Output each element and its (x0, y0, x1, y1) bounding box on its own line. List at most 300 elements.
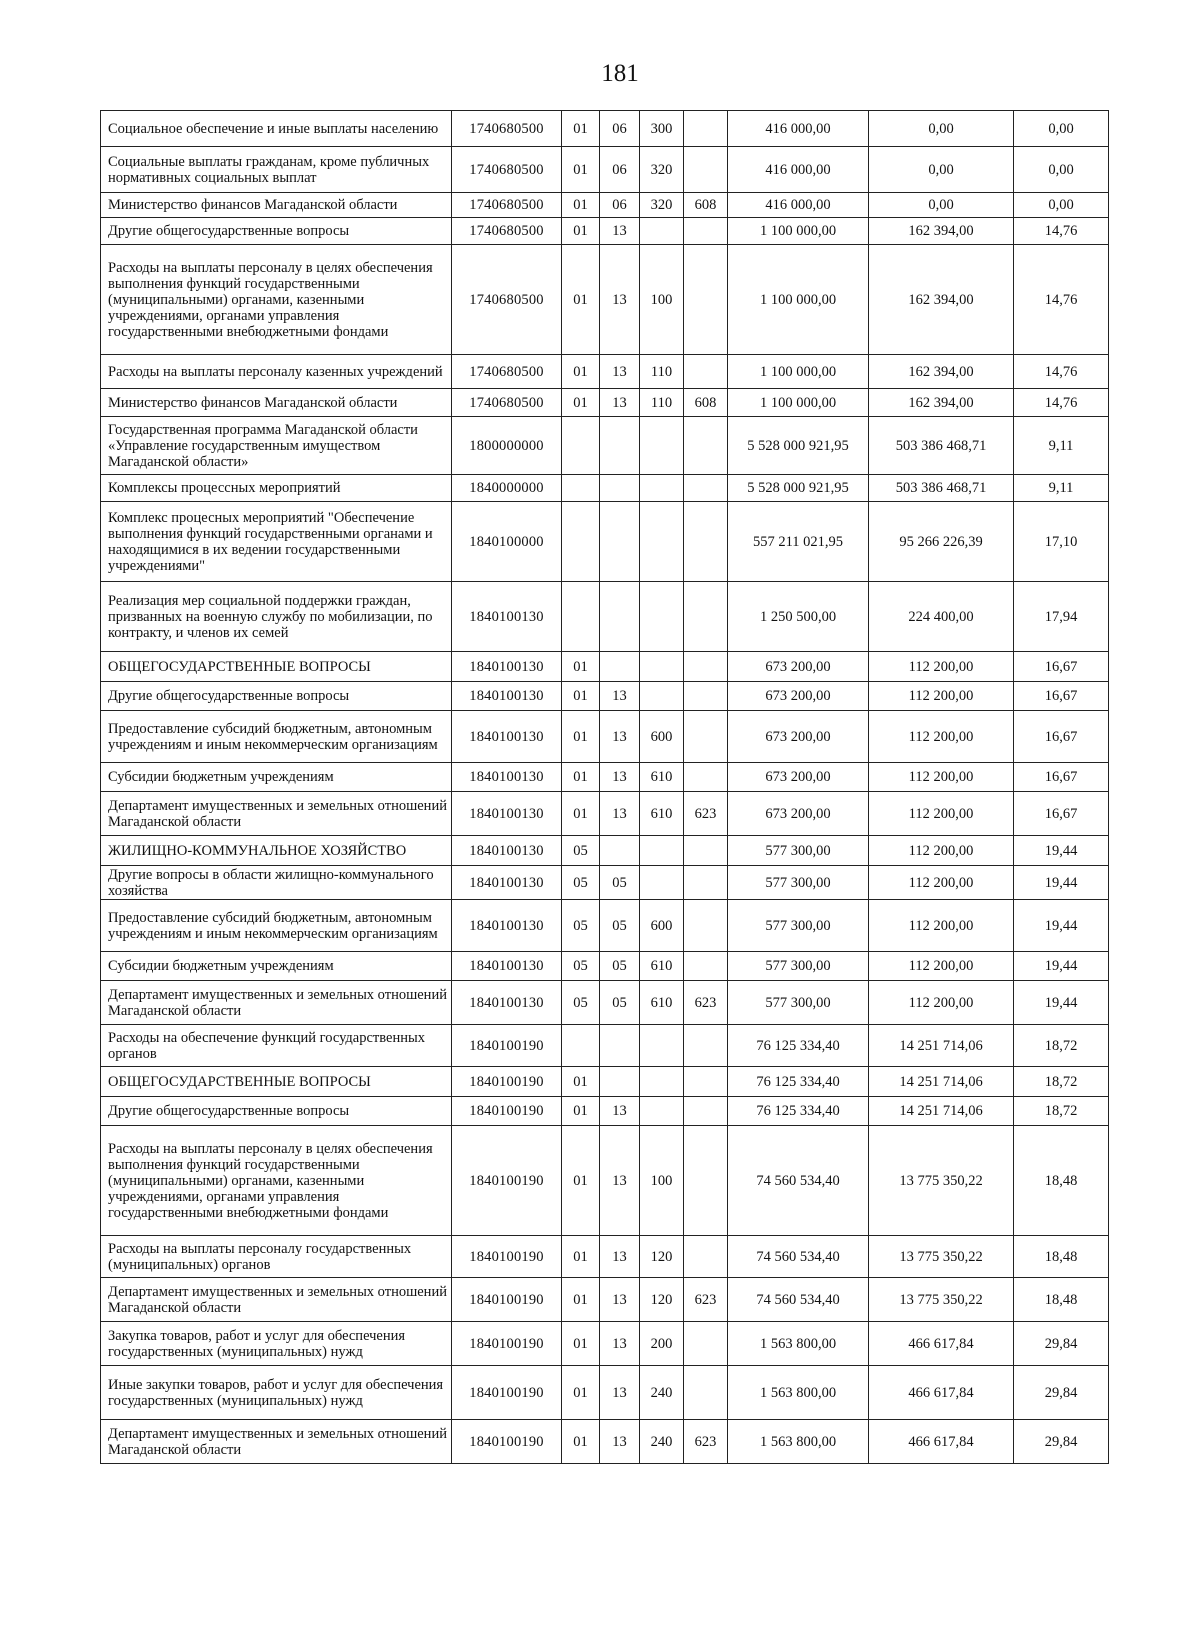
row-expense-type: 320 (640, 147, 684, 193)
row-execution-percent: 19,44 (1014, 900, 1109, 952)
row-subsection (600, 475, 640, 502)
row-target-code: 1840100130 (452, 711, 562, 763)
row-name: Комплексы процессных мероприятий (101, 475, 452, 502)
row-administrator-code (684, 682, 728, 711)
row-expense-type (640, 1097, 684, 1126)
row-name: Субсидии бюджетным учреждениям (101, 763, 452, 792)
row-expense-type: 100 (640, 245, 684, 355)
row-expense-type: 600 (640, 900, 684, 952)
table-row (101, 981, 1109, 1025)
row-target-code: 1840100190 (452, 1366, 562, 1420)
row-actual-amount: 112 200,00 (869, 900, 1014, 952)
budget-table (100, 110, 1109, 1464)
table-row (101, 952, 1109, 981)
row-target-code: 1800000000 (452, 417, 562, 475)
row-name: Департамент имущественных и земельных отношений Магаданской области (101, 1278, 452, 1322)
row-execution-percent: 0,00 (1014, 193, 1109, 218)
table-row (101, 1366, 1109, 1420)
row-administrator-code (684, 218, 728, 245)
row-expense-type: 240 (640, 1366, 684, 1420)
row-administrator-code: 623 (684, 981, 728, 1025)
row-expense-type: 110 (640, 389, 684, 417)
row-execution-percent: 9,11 (1014, 417, 1109, 475)
row-execution-percent: 19,44 (1014, 952, 1109, 981)
row-section: 01 (562, 1366, 600, 1420)
row-target-code: 1840100130 (452, 900, 562, 952)
row-execution-percent: 29,84 (1014, 1366, 1109, 1420)
row-section: 01 (562, 763, 600, 792)
table-row (101, 1067, 1109, 1097)
row-planned-amount: 74 560 534,40 (728, 1126, 869, 1236)
row-planned-amount: 76 125 334,40 (728, 1097, 869, 1126)
row-actual-amount: 162 394,00 (869, 389, 1014, 417)
row-subsection: 13 (600, 682, 640, 711)
row-expense-type: 120 (640, 1236, 684, 1278)
row-administrator-code (684, 417, 728, 475)
row-expense-type (640, 218, 684, 245)
row-expense-type (640, 866, 684, 900)
row-actual-amount: 13 775 350,22 (869, 1278, 1014, 1322)
row-planned-amount: 1 563 800,00 (728, 1420, 869, 1464)
row-subsection (600, 417, 640, 475)
row-actual-amount: 112 200,00 (869, 792, 1014, 836)
row-execution-percent: 29,84 (1014, 1322, 1109, 1366)
row-expense-type: 200 (640, 1322, 684, 1366)
row-actual-amount: 112 200,00 (869, 682, 1014, 711)
row-administrator-code: 623 (684, 1420, 728, 1464)
row-expense-type (640, 582, 684, 652)
row-execution-percent: 19,44 (1014, 836, 1109, 866)
row-name: Предоставление субсидий бюджетным, автономным учреждениям и иным некоммерческим организациям (101, 900, 452, 952)
row-administrator-code: 623 (684, 1278, 728, 1322)
row-subsection: 13 (600, 1278, 640, 1322)
row-subsection: 13 (600, 218, 640, 245)
row-expense-type (640, 682, 684, 711)
row-execution-percent: 19,44 (1014, 981, 1109, 1025)
row-subsection: 13 (600, 1366, 640, 1420)
row-target-code: 1840100130 (452, 981, 562, 1025)
budget-table-container (100, 110, 1108, 1464)
row-execution-percent: 14,76 (1014, 218, 1109, 245)
row-name: Министерство финансов Магаданской области (101, 193, 452, 218)
row-subsection: 13 (600, 1420, 640, 1464)
row-name: Предоставление субсидий бюджетным, автономным учреждениям и иным некоммерческим организациям (101, 711, 452, 763)
row-planned-amount: 577 300,00 (728, 952, 869, 981)
row-administrator-code (684, 1025, 728, 1067)
row-expense-type: 100 (640, 1126, 684, 1236)
row-target-code: 1840100130 (452, 652, 562, 682)
row-expense-type: 600 (640, 711, 684, 763)
row-execution-percent: 16,67 (1014, 792, 1109, 836)
row-name: Субсидии бюджетным учреждениям (101, 952, 452, 981)
row-administrator-code (684, 475, 728, 502)
row-planned-amount: 76 125 334,40 (728, 1067, 869, 1097)
row-administrator-code (684, 763, 728, 792)
row-expense-type: 610 (640, 981, 684, 1025)
row-subsection: 13 (600, 1322, 640, 1366)
row-section: 01 (562, 193, 600, 218)
row-actual-amount: 112 200,00 (869, 836, 1014, 866)
row-execution-percent: 9,11 (1014, 475, 1109, 502)
table-row (101, 900, 1109, 952)
row-name: Другие общегосударственные вопросы (101, 1097, 452, 1126)
row-actual-amount: 112 200,00 (869, 981, 1014, 1025)
row-administrator-code (684, 502, 728, 582)
row-administrator-code (684, 111, 728, 147)
row-subsection: 13 (600, 389, 640, 417)
row-planned-amount: 557 211 021,95 (728, 502, 869, 582)
row-planned-amount: 673 200,00 (728, 763, 869, 792)
row-execution-percent: 19,44 (1014, 866, 1109, 900)
table-row (101, 652, 1109, 682)
row-subsection: 06 (600, 147, 640, 193)
row-section: 01 (562, 1067, 600, 1097)
row-planned-amount: 1 100 000,00 (728, 218, 869, 245)
row-planned-amount: 416 000,00 (728, 111, 869, 147)
row-subsection (600, 836, 640, 866)
row-expense-type (640, 502, 684, 582)
row-target-code: 1840100190 (452, 1278, 562, 1322)
row-planned-amount: 673 200,00 (728, 652, 869, 682)
row-administrator-code (684, 1366, 728, 1420)
row-target-code: 1740680500 (452, 193, 562, 218)
row-actual-amount: 162 394,00 (869, 218, 1014, 245)
row-planned-amount: 76 125 334,40 (728, 1025, 869, 1067)
row-actual-amount: 466 617,84 (869, 1420, 1014, 1464)
row-subsection (600, 502, 640, 582)
row-name: Реализация мер социальной поддержки граждан, призванных на военную службу по мобилизации, по контракту, и членов их семей (101, 582, 452, 652)
table-row (101, 582, 1109, 652)
row-planned-amount: 1 563 800,00 (728, 1366, 869, 1420)
row-target-code: 1840000000 (452, 475, 562, 502)
row-execution-percent: 17,10 (1014, 502, 1109, 582)
row-planned-amount: 1 100 000,00 (728, 389, 869, 417)
row-execution-percent: 16,67 (1014, 711, 1109, 763)
row-subsection: 05 (600, 900, 640, 952)
row-administrator-code (684, 1067, 728, 1097)
row-planned-amount: 74 560 534,40 (728, 1236, 869, 1278)
table-row (101, 111, 1109, 147)
row-target-code: 1840100130 (452, 792, 562, 836)
row-expense-type: 610 (640, 952, 684, 981)
row-subsection: 05 (600, 981, 640, 1025)
page-number: 181 (601, 60, 639, 87)
row-section: 01 (562, 218, 600, 245)
row-administrator-code (684, 836, 728, 866)
row-expense-type (640, 652, 684, 682)
row-section: 01 (562, 682, 600, 711)
row-expense-type: 110 (640, 355, 684, 389)
row-execution-percent: 14,76 (1014, 389, 1109, 417)
row-planned-amount: 577 300,00 (728, 866, 869, 900)
row-section: 05 (562, 981, 600, 1025)
row-actual-amount: 466 617,84 (869, 1366, 1014, 1420)
row-actual-amount: 112 200,00 (869, 763, 1014, 792)
row-name: Государственная программа Магаданской области «Управление государственным имуществом Магаданской области» (101, 417, 452, 475)
row-section (562, 475, 600, 502)
row-execution-percent: 14,76 (1014, 245, 1109, 355)
row-execution-percent: 18,72 (1014, 1025, 1109, 1067)
row-planned-amount: 5 528 000 921,95 (728, 417, 869, 475)
row-name: Департамент имущественных и земельных отношений Магаданской области (101, 792, 452, 836)
row-execution-percent: 29,84 (1014, 1420, 1109, 1464)
row-execution-percent: 18,48 (1014, 1126, 1109, 1236)
row-expense-type (640, 1067, 684, 1097)
table-row (101, 475, 1109, 502)
row-target-code: 1840100190 (452, 1236, 562, 1278)
row-execution-percent: 18,48 (1014, 1278, 1109, 1322)
row-actual-amount: 14 251 714,06 (869, 1097, 1014, 1126)
table-row (101, 355, 1109, 389)
row-target-code: 1840100190 (452, 1322, 562, 1366)
budget-table-body (101, 111, 1109, 1464)
row-section: 05 (562, 866, 600, 900)
table-row (101, 866, 1109, 900)
row-section: 01 (562, 1278, 600, 1322)
row-administrator-code: 608 (684, 193, 728, 218)
row-actual-amount: 112 200,00 (869, 652, 1014, 682)
row-target-code: 1840100130 (452, 952, 562, 981)
row-target-code: 1740680500 (452, 111, 562, 147)
row-subsection: 05 (600, 952, 640, 981)
row-execution-percent: 18,72 (1014, 1097, 1109, 1126)
row-target-code: 1840100190 (452, 1097, 562, 1126)
row-expense-type (640, 836, 684, 866)
row-name: Закупка товаров, работ и услуг для обеспечения государственных (муниципальных) нужд (101, 1322, 452, 1366)
row-name: Другие общегосударственные вопросы (101, 682, 452, 711)
row-execution-percent: 16,67 (1014, 763, 1109, 792)
row-expense-type (640, 417, 684, 475)
row-planned-amount: 577 300,00 (728, 981, 869, 1025)
row-administrator-code (684, 952, 728, 981)
table-row (101, 1420, 1109, 1464)
row-name: Департамент имущественных и земельных отношений Магаданской области (101, 981, 452, 1025)
row-target-code: 1740680500 (452, 218, 562, 245)
row-actual-amount: 503 386 468,71 (869, 475, 1014, 502)
row-name: Комплекс процесных мероприятий "Обеспечение выполнения функций государственными органами и находящимися в их ведении государственными учреждениями" (101, 502, 452, 582)
row-target-code: 1840100190 (452, 1126, 562, 1236)
table-row (101, 147, 1109, 193)
table-row (101, 1025, 1109, 1067)
row-administrator-code (684, 1097, 728, 1126)
row-actual-amount: 224 400,00 (869, 582, 1014, 652)
row-name: Расходы на обеспечение функций государственных органов (101, 1025, 452, 1067)
table-row (101, 417, 1109, 475)
table-row (101, 792, 1109, 836)
row-section: 01 (562, 1236, 600, 1278)
row-administrator-code: 623 (684, 792, 728, 836)
row-target-code: 1840100130 (452, 682, 562, 711)
row-planned-amount: 416 000,00 (728, 147, 869, 193)
row-administrator-code (684, 147, 728, 193)
row-administrator-code (684, 900, 728, 952)
row-subsection: 13 (600, 1097, 640, 1126)
row-planned-amount: 1 100 000,00 (728, 355, 869, 389)
row-execution-percent: 0,00 (1014, 111, 1109, 147)
row-administrator-code (684, 245, 728, 355)
row-actual-amount: 112 200,00 (869, 866, 1014, 900)
row-target-code: 1740680500 (452, 389, 562, 417)
row-name: Иные закупки товаров, работ и услуг для обеспечения государственных (муниципальных) нужд (101, 1366, 452, 1420)
table-row (101, 1236, 1109, 1278)
row-subsection: 13 (600, 711, 640, 763)
row-section: 01 (562, 1097, 600, 1126)
row-name: ОБЩЕГОСУДАРСТВЕННЫЕ ВОПРОСЫ (101, 652, 452, 682)
row-section: 01 (562, 245, 600, 355)
table-row (101, 389, 1109, 417)
row-expense-type (640, 475, 684, 502)
row-expense-type: 320 (640, 193, 684, 218)
row-expense-type (640, 1025, 684, 1067)
row-actual-amount: 112 200,00 (869, 711, 1014, 763)
row-administrator-code (684, 1236, 728, 1278)
row-section: 01 (562, 711, 600, 763)
row-name: Другие вопросы в области жилищно-коммунального хозяйства (101, 866, 452, 900)
table-row (101, 682, 1109, 711)
row-subsection (600, 652, 640, 682)
row-actual-amount: 0,00 (869, 111, 1014, 147)
table-row (101, 763, 1109, 792)
row-target-code: 1840100130 (452, 582, 562, 652)
row-section: 01 (562, 1322, 600, 1366)
row-name: Расходы на выплаты персоналу государственных (муниципальных) органов (101, 1236, 452, 1278)
row-execution-percent: 16,67 (1014, 652, 1109, 682)
row-execution-percent: 18,72 (1014, 1067, 1109, 1097)
row-actual-amount: 0,00 (869, 193, 1014, 218)
row-target-code: 1840100000 (452, 502, 562, 582)
row-execution-percent: 17,94 (1014, 582, 1109, 652)
row-target-code: 1840100190 (452, 1420, 562, 1464)
row-target-code: 1840100190 (452, 1025, 562, 1067)
row-section (562, 502, 600, 582)
row-subsection: 06 (600, 193, 640, 218)
row-administrator-code: 608 (684, 389, 728, 417)
row-section (562, 582, 600, 652)
row-name: Другие общегосударственные вопросы (101, 218, 452, 245)
row-section: 05 (562, 952, 600, 981)
row-section: 01 (562, 1420, 600, 1464)
row-actual-amount: 162 394,00 (869, 245, 1014, 355)
row-administrator-code (684, 1126, 728, 1236)
row-planned-amount: 1 563 800,00 (728, 1322, 869, 1366)
row-subsection: 13 (600, 355, 640, 389)
row-planned-amount: 1 100 000,00 (728, 245, 869, 355)
row-expense-type: 610 (640, 763, 684, 792)
row-subsection: 05 (600, 866, 640, 900)
row-name: ЖИЛИЩНО-КОММУНАЛЬНОЕ ХОЗЯЙСТВО (101, 836, 452, 866)
table-row (101, 1097, 1109, 1126)
row-planned-amount: 1 250 500,00 (728, 582, 869, 652)
row-subsection: 13 (600, 792, 640, 836)
row-administrator-code (684, 711, 728, 763)
row-section (562, 1025, 600, 1067)
row-expense-type: 120 (640, 1278, 684, 1322)
row-planned-amount: 416 000,00 (728, 193, 869, 218)
row-subsection: 13 (600, 1236, 640, 1278)
row-target-code: 1740680500 (452, 147, 562, 193)
row-planned-amount: 74 560 534,40 (728, 1278, 869, 1322)
row-actual-amount: 13 775 350,22 (869, 1236, 1014, 1278)
row-subsection: 13 (600, 245, 640, 355)
row-subsection: 13 (600, 1126, 640, 1236)
row-actual-amount: 466 617,84 (869, 1322, 1014, 1366)
table-row (101, 836, 1109, 866)
row-section: 01 (562, 111, 600, 147)
row-target-code: 1840100130 (452, 836, 562, 866)
row-section: 01 (562, 147, 600, 193)
row-section: 01 (562, 1126, 600, 1236)
table-row (101, 1126, 1109, 1236)
table-row (101, 1322, 1109, 1366)
row-name: Департамент имущественных и земельных отношений Магаданской области (101, 1420, 452, 1464)
table-row (101, 1278, 1109, 1322)
table-row (101, 711, 1109, 763)
table-row (101, 193, 1109, 218)
row-actual-amount: 0,00 (869, 147, 1014, 193)
row-planned-amount: 673 200,00 (728, 792, 869, 836)
row-actual-amount: 13 775 350,22 (869, 1126, 1014, 1236)
table-row (101, 502, 1109, 582)
row-execution-percent: 14,76 (1014, 355, 1109, 389)
table-row (101, 218, 1109, 245)
row-section: 01 (562, 652, 600, 682)
row-actual-amount: 112 200,00 (869, 952, 1014, 981)
row-name: Министерство финансов Магаданской области (101, 389, 452, 417)
row-section: 01 (562, 389, 600, 417)
row-target-code: 1840100190 (452, 1067, 562, 1097)
row-execution-percent: 0,00 (1014, 147, 1109, 193)
row-planned-amount: 673 200,00 (728, 711, 869, 763)
row-actual-amount: 14 251 714,06 (869, 1025, 1014, 1067)
row-administrator-code (684, 1322, 728, 1366)
row-name: ОБЩЕГОСУДАРСТВЕННЫЕ ВОПРОСЫ (101, 1067, 452, 1097)
row-actual-amount: 503 386 468,71 (869, 417, 1014, 475)
row-name: Расходы на выплаты персоналу в целях обеспечения выполнения функций государственными (муниципальными) органами, казенными учреждениями, органами управления государственными внебюджетными фондами (101, 1126, 452, 1236)
row-target-code: 1740680500 (452, 355, 562, 389)
row-subsection (600, 582, 640, 652)
row-target-code: 1840100130 (452, 763, 562, 792)
row-expense-type: 240 (640, 1420, 684, 1464)
row-name: Социальные выплаты гражданам, кроме публичных нормативных социальных выплат (101, 147, 452, 193)
row-planned-amount: 577 300,00 (728, 900, 869, 952)
row-name: Расходы на выплаты персоналу казенных учреждений (101, 355, 452, 389)
row-section: 01 (562, 355, 600, 389)
row-administrator-code (684, 652, 728, 682)
row-planned-amount: 673 200,00 (728, 682, 869, 711)
row-administrator-code (684, 866, 728, 900)
row-subsection (600, 1025, 640, 1067)
row-planned-amount: 577 300,00 (728, 836, 869, 866)
row-subsection: 06 (600, 111, 640, 147)
row-execution-percent: 18,48 (1014, 1236, 1109, 1278)
row-actual-amount: 95 266 226,39 (869, 502, 1014, 582)
row-actual-amount: 162 394,00 (869, 355, 1014, 389)
row-execution-percent: 16,67 (1014, 682, 1109, 711)
row-subsection (600, 1067, 640, 1097)
row-subsection: 13 (600, 763, 640, 792)
row-section: 05 (562, 900, 600, 952)
row-section: 05 (562, 836, 600, 866)
row-expense-type: 300 (640, 111, 684, 147)
table-row (101, 245, 1109, 355)
row-target-code: 1840100130 (452, 866, 562, 900)
row-administrator-code (684, 582, 728, 652)
row-planned-amount: 5 528 000 921,95 (728, 475, 869, 502)
row-expense-type: 610 (640, 792, 684, 836)
row-actual-amount: 14 251 714,06 (869, 1067, 1014, 1097)
row-name: Социальное обеспечение и иные выплаты населению (101, 111, 452, 147)
row-name: Расходы на выплаты персоналу в целях обеспечения выполнения функций государственными (муниципальными) органами, казенными учреждениями, органами управления государственными внебюджетными фондами (101, 245, 452, 355)
